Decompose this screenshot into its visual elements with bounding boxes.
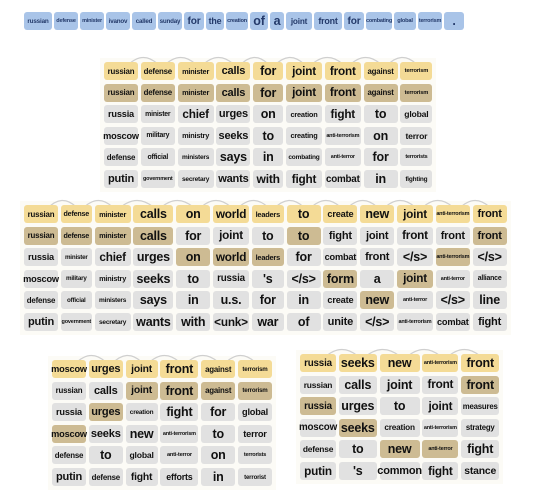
candidate-token: russian: [52, 382, 86, 400]
candidate-token: on: [201, 446, 235, 464]
candidate-token: </s>: [360, 313, 394, 331]
generated-token: defense: [61, 205, 92, 223]
candidate-token: terrorist: [238, 468, 272, 486]
source-token: for: [344, 12, 364, 30]
candidate-token: joint: [397, 270, 433, 288]
candidate-token: to: [253, 127, 283, 145]
candidate-token: moscow: [24, 270, 58, 288]
candidate-token: front: [473, 227, 507, 245]
source-token: defense: [54, 12, 78, 30]
source-token: a: [270, 12, 284, 30]
candidate-token: on: [364, 127, 398, 145]
candidate-token: russian: [24, 227, 58, 245]
candidate-token: anti-terrorism: [436, 248, 470, 266]
candidate-token: front: [436, 227, 470, 245]
candidate-token: to: [176, 270, 210, 288]
candidate-token: says: [216, 148, 250, 166]
candidate-token: for: [176, 227, 210, 245]
generated-token: russia: [300, 354, 336, 372]
candidate-token: russian: [300, 376, 336, 394]
candidate-token: russia: [300, 397, 336, 415]
candidate-token: combat: [325, 170, 361, 188]
candidate-token: combat: [323, 248, 357, 266]
source-token: the: [206, 12, 224, 30]
candidate-token: in: [287, 291, 321, 309]
candidate-token: anti-terror: [160, 446, 198, 464]
candidate-token: seeks: [339, 419, 377, 437]
candidate-token: urges: [89, 403, 123, 421]
candidate-token: minister: [141, 105, 175, 123]
candidate-token: alliance: [473, 270, 507, 288]
candidate-token: military: [141, 127, 175, 145]
candidate-token: minister: [61, 248, 92, 266]
candidate-token: joint: [213, 227, 249, 245]
generated-token: moscow: [52, 360, 86, 378]
candidate-token: form: [323, 270, 357, 288]
candidate-token: </s>: [473, 248, 507, 266]
generated-token: calls: [133, 205, 173, 223]
candidate-token: terror: [238, 425, 272, 443]
candidate-token: to: [252, 227, 284, 245]
candidate-token: fight: [473, 313, 507, 331]
candidate-token: defense: [104, 148, 138, 166]
source-token: .: [444, 12, 464, 30]
candidate-token: anti-terrorism: [160, 425, 198, 443]
candidate-token: with: [253, 170, 283, 188]
candidate-token: official: [61, 291, 92, 309]
generated-token: russian: [104, 62, 138, 80]
generated-token: calls: [216, 62, 250, 80]
candidate-token: fight: [126, 468, 158, 486]
source-sentence: [24, 12, 466, 32]
candidate-token: measures: [461, 397, 499, 415]
candidate-token: russia: [213, 270, 249, 288]
source-token: front: [314, 12, 342, 30]
candidate-token: to: [364, 105, 398, 123]
candidate-token: seeks: [133, 270, 173, 288]
candidate-token: ministry: [178, 127, 214, 145]
candidate-token: terrorism: [400, 84, 432, 102]
candidate-token: strategy: [461, 419, 499, 437]
candidate-token: combating: [286, 148, 322, 166]
candidate-token: unite: [323, 313, 357, 331]
candidate-token: russia: [104, 105, 138, 123]
candidate-token: anti-terror: [422, 440, 458, 458]
source-token: for: [184, 12, 204, 30]
generated-token: minister: [178, 62, 214, 80]
generated-token: front: [325, 62, 361, 80]
generated-token: defense: [141, 62, 175, 80]
candidate-token: terror: [400, 127, 432, 145]
candidate-token: defense: [52, 446, 86, 464]
generated-token: joint: [126, 360, 158, 378]
candidate-token: terrorism: [238, 382, 272, 400]
generated-token: anti-terrorism: [436, 205, 470, 223]
source-token: combating: [366, 12, 392, 30]
source-token: ivanov: [106, 12, 130, 30]
source-token: terrorism: [418, 12, 442, 30]
candidate-token: joint: [286, 84, 322, 102]
candidate-token: urges: [133, 248, 173, 266]
candidate-token: stance: [461, 462, 499, 480]
candidate-token: for: [201, 403, 235, 421]
generated-token: front: [461, 354, 499, 372]
candidate-token: creation: [286, 105, 322, 123]
candidate-token: for: [252, 291, 284, 309]
candidate-token: front: [461, 376, 499, 394]
candidate-token: ministers: [95, 291, 131, 309]
candidate-token: anti-terror: [397, 291, 433, 309]
candidate-token: fight: [422, 462, 458, 480]
generated-token: joint: [286, 62, 322, 80]
source-token: of: [250, 12, 268, 30]
candidate-token: calls: [133, 227, 173, 245]
candidate-token: war: [252, 313, 284, 331]
candidate-token: putin: [300, 462, 336, 480]
candidate-token: joint: [126, 382, 158, 400]
candidate-token: fight: [160, 403, 198, 421]
candidate-token: defense: [300, 440, 336, 458]
candidate-token: secretary: [95, 313, 131, 331]
candidate-token: defense: [141, 84, 175, 102]
candidate-token: anti-terrorism: [325, 127, 361, 145]
candidate-token: with: [176, 313, 210, 331]
candidate-token: global: [126, 446, 158, 464]
candidate-token: fight: [461, 440, 499, 458]
candidate-token: front: [325, 84, 361, 102]
candidate-token: to: [339, 440, 377, 458]
candidate-token: </s>: [287, 270, 321, 288]
candidate-token: <unk>: [213, 313, 249, 331]
candidate-token: a: [360, 270, 394, 288]
generated-token: against: [364, 62, 398, 80]
candidate-token: seeks: [216, 127, 250, 145]
candidate-token: in: [253, 148, 283, 166]
candidate-token: joint: [360, 227, 394, 245]
candidate-token: 's: [252, 270, 284, 288]
generated-token: new: [380, 354, 420, 372]
candidate-token: combat: [436, 313, 470, 331]
generated-token: urges: [89, 360, 123, 378]
generated-token: seeks: [339, 354, 377, 372]
candidate-token: putin: [24, 313, 58, 331]
candidate-token: chief: [95, 248, 131, 266]
candidate-token: world: [213, 248, 249, 266]
generated-token: russian: [24, 205, 58, 223]
candidate-token: putin: [104, 170, 138, 188]
candidate-token: </s>: [436, 291, 470, 309]
candidate-token: joint: [380, 376, 420, 394]
candidate-token: creating: [286, 127, 322, 145]
candidate-token: fighting: [400, 170, 432, 188]
candidate-token: in: [176, 291, 210, 309]
candidate-token: for: [253, 84, 283, 102]
candidate-token: 's: [339, 462, 377, 480]
source-token: russian: [24, 12, 52, 30]
generated-token: new: [360, 205, 394, 223]
generated-token: minister: [95, 205, 131, 223]
candidate-token: russian: [104, 84, 138, 102]
generated-token: to: [287, 205, 321, 223]
candidate-token: u.s.: [213, 291, 249, 309]
candidate-token: to: [89, 446, 123, 464]
candidate-token: russia: [24, 248, 58, 266]
candidate-token: create: [323, 291, 357, 309]
candidate-token: terrorists: [400, 148, 432, 166]
generated-token: leaders: [252, 205, 284, 223]
generated-token: for: [253, 62, 283, 80]
candidate-token: urges: [216, 105, 250, 123]
candidate-token: anti-terror: [436, 270, 470, 288]
candidate-token: wants: [133, 313, 173, 331]
candidate-token: russia: [52, 403, 86, 421]
source-token: called: [132, 12, 156, 30]
candidate-token: defense: [89, 468, 123, 486]
generated-token: world: [213, 205, 249, 223]
candidate-token: of: [287, 313, 321, 331]
candidate-token: line: [473, 291, 507, 309]
source-token: joint: [286, 12, 312, 30]
generated-token: front: [160, 360, 198, 378]
candidate-token: moscow: [300, 419, 336, 437]
candidate-token: joint: [422, 397, 458, 415]
candidate-token: urges: [339, 397, 377, 415]
candidate-token: in: [201, 468, 235, 486]
candidate-token: to: [287, 227, 321, 245]
candidate-token: wants: [216, 170, 250, 188]
candidate-token: government: [141, 170, 175, 188]
generated-token: anti-terrorism: [422, 354, 458, 372]
candidate-token: against: [364, 84, 398, 102]
generated-token: terrorism: [238, 360, 272, 378]
candidate-token: to: [201, 425, 235, 443]
candidate-token: common: [380, 462, 420, 480]
candidate-token: on: [176, 248, 210, 266]
generated-token: front: [473, 205, 507, 223]
candidate-token: new: [360, 291, 394, 309]
candidate-token: fight: [325, 105, 361, 123]
candidate-token: anti-terror: [325, 148, 361, 166]
candidate-token: terrorists: [238, 446, 272, 464]
generated-token: joint: [397, 205, 433, 223]
candidate-token: new: [380, 440, 420, 458]
candidate-token: leaders: [252, 248, 284, 266]
candidate-token: chief: [178, 105, 214, 123]
candidate-token: moscow: [52, 425, 86, 443]
candidate-token: defense: [24, 291, 58, 309]
candidate-token: defense: [61, 227, 92, 245]
generated-token: against: [201, 360, 235, 378]
candidate-token: </s>: [397, 248, 433, 266]
candidate-token: seeks: [89, 425, 123, 443]
candidate-token: anti-terrorism: [397, 313, 433, 331]
candidate-token: minister: [178, 84, 214, 102]
candidate-token: ministry: [95, 270, 131, 288]
candidate-token: fight: [323, 227, 357, 245]
candidate-token: says: [133, 291, 173, 309]
candidate-token: front: [422, 376, 458, 394]
candidate-token: anti-terrorism: [422, 419, 458, 437]
candidate-token: for: [287, 248, 321, 266]
source-token: minister: [80, 12, 104, 30]
candidate-token: minister: [95, 227, 131, 245]
candidate-token: against: [201, 382, 235, 400]
generated-token: create: [323, 205, 357, 223]
candidate-token: putin: [52, 468, 86, 486]
candidate-token: global: [400, 105, 432, 123]
generated-token: on: [176, 205, 210, 223]
candidate-token: to: [380, 397, 420, 415]
candidate-token: calls: [89, 382, 123, 400]
candidate-token: calls: [216, 84, 250, 102]
candidate-token: on: [253, 105, 283, 123]
candidate-token: official: [141, 148, 175, 166]
source-token: sunday: [158, 12, 182, 30]
candidate-token: calls: [339, 376, 377, 394]
candidate-token: secretary: [178, 170, 214, 188]
candidate-token: military: [61, 270, 92, 288]
source-token: creation: [226, 12, 248, 30]
candidate-token: moscow: [104, 127, 138, 145]
generated-token: terrorism: [400, 62, 432, 80]
candidate-token: front: [397, 227, 433, 245]
candidate-token: global: [238, 403, 272, 421]
candidate-token: for: [364, 148, 398, 166]
candidate-token: creation: [380, 419, 420, 437]
candidate-token: front: [160, 382, 198, 400]
candidate-token: front: [360, 248, 394, 266]
candidate-token: in: [364, 170, 398, 188]
source-token: global: [394, 12, 416, 30]
candidate-token: new: [126, 425, 158, 443]
candidate-token: government: [61, 313, 92, 331]
candidate-token: efforts: [160, 468, 198, 486]
candidate-token: creation: [126, 403, 158, 421]
candidate-token: fight: [286, 170, 322, 188]
candidate-token: ministers: [178, 148, 214, 166]
